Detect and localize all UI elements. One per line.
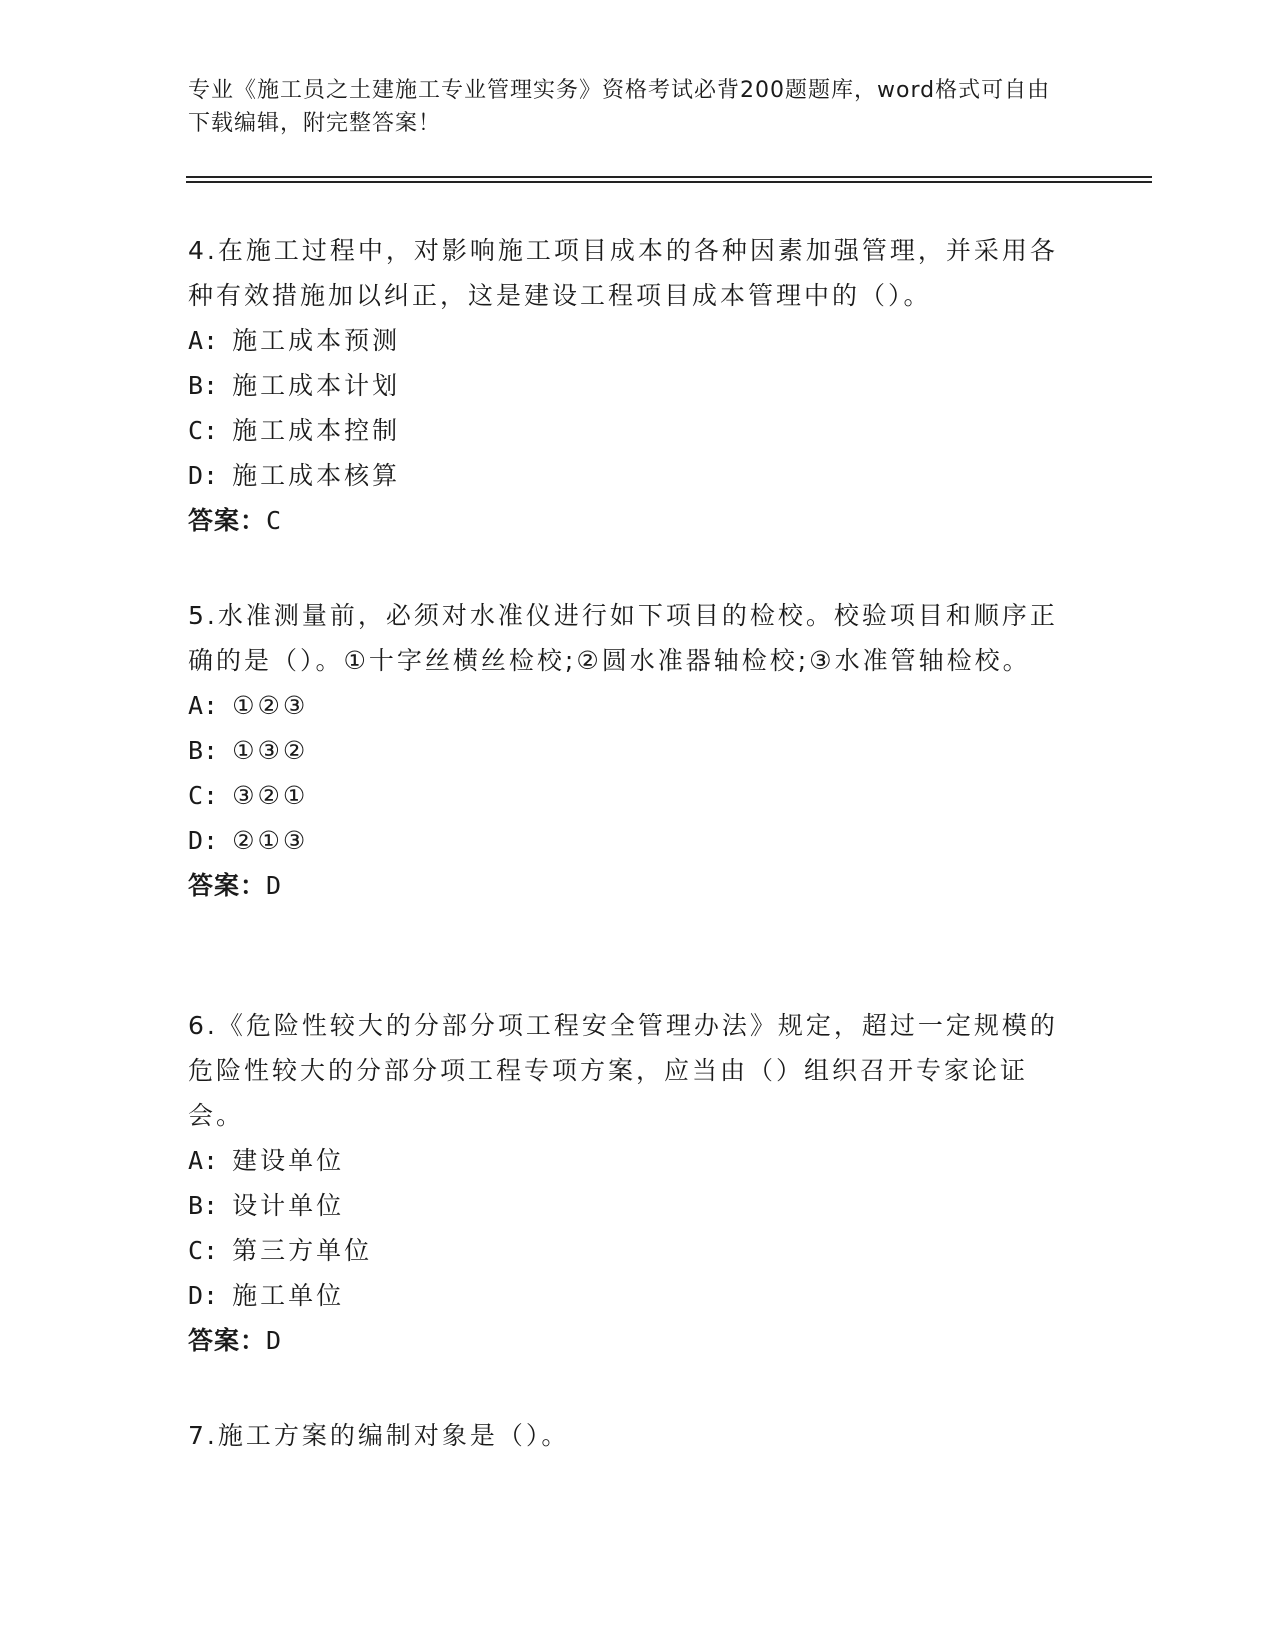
question-text: 7.施工方案的编制对象是（）。 — [188, 1421, 570, 1450]
option-key: C: — [188, 1236, 219, 1265]
answer-label: 答案： — [188, 506, 267, 535]
option-key: A: — [188, 326, 219, 355]
document-header: 专业《施工员之土建施工专业管理实务》资格考试必背200题题库，word格式可自由下载编辑，附完整答案！ — [188, 78, 1051, 136]
option-value: ③②① — [232, 781, 309, 810]
option-value: 施工成本控制 — [232, 416, 401, 445]
option-d — [188, 1273, 1068, 1318]
option-d — [188, 453, 1068, 498]
option-value: 设计单位 — [232, 1191, 345, 1220]
option-value: ①②③ — [232, 691, 309, 720]
question-4 — [188, 228, 1068, 543]
option-b — [188, 363, 1068, 408]
question-5 — [188, 593, 1068, 908]
option-c — [188, 408, 1068, 453]
option-key: D: — [188, 461, 219, 490]
question-text: 4.在施工过程中，对影响施工项目成本的各种因素加强管理，并采用各种有效措施加以纠正，这是建设工程项目成本管理中的（）。 — [188, 236, 1058, 310]
option-a — [188, 318, 1068, 363]
answer-value: D — [266, 1326, 283, 1355]
option-key: B: — [188, 736, 219, 765]
answer-value: C — [266, 506, 283, 535]
option-a — [188, 1138, 1068, 1183]
option-value: 第三方单位 — [232, 1236, 373, 1265]
option-value: 施工成本核算 — [232, 461, 401, 490]
option-key: A: — [188, 691, 219, 720]
option-a — [188, 683, 1068, 728]
option-key: B: — [188, 371, 219, 400]
option-value: 施工单位 — [232, 1281, 345, 1310]
header-rule-top — [186, 176, 1152, 178]
option-c — [188, 773, 1068, 818]
answer-value: D — [266, 871, 283, 900]
question-text: 5.水准测量前，必须对水准仪进行如下项目的检校。校验项目和顺序正确的是（）。①十字丝横丝检校;②圆水准器轴检校;③水准管轴检校。 — [188, 601, 1058, 675]
option-key: C: — [188, 416, 219, 445]
header-rule-bottom — [186, 181, 1152, 183]
question-6 — [188, 1003, 1068, 1363]
option-key: C: — [188, 781, 219, 810]
option-key: D: — [188, 826, 219, 855]
answer — [188, 863, 1068, 908]
question-text: 6.《危险性较大的分部分项工程安全管理办法》规定，超过一定规模的危险性较大的分部分项工程专项方案，应当由（）组织召开专家论证会。 — [188, 1011, 1058, 1130]
answer-label: 答案： — [188, 1326, 267, 1355]
option-value: 建设单位 — [232, 1146, 345, 1175]
option-value: 施工成本计划 — [232, 371, 401, 400]
option-key: D: — [188, 1281, 219, 1310]
option-b — [188, 1183, 1068, 1228]
answer — [188, 498, 1068, 543]
option-d — [188, 818, 1068, 863]
option-key: B: — [188, 1191, 219, 1220]
answer-label: 答案： — [188, 871, 267, 900]
question-7 — [188, 1413, 1068, 1458]
option-value: 施工成本预测 — [232, 326, 401, 355]
option-key: A: — [188, 1146, 219, 1175]
option-c — [188, 1228, 1068, 1273]
option-b — [188, 728, 1068, 773]
answer — [188, 1318, 1068, 1363]
option-value: ①③② — [232, 736, 309, 765]
option-value: ②①③ — [232, 826, 309, 855]
